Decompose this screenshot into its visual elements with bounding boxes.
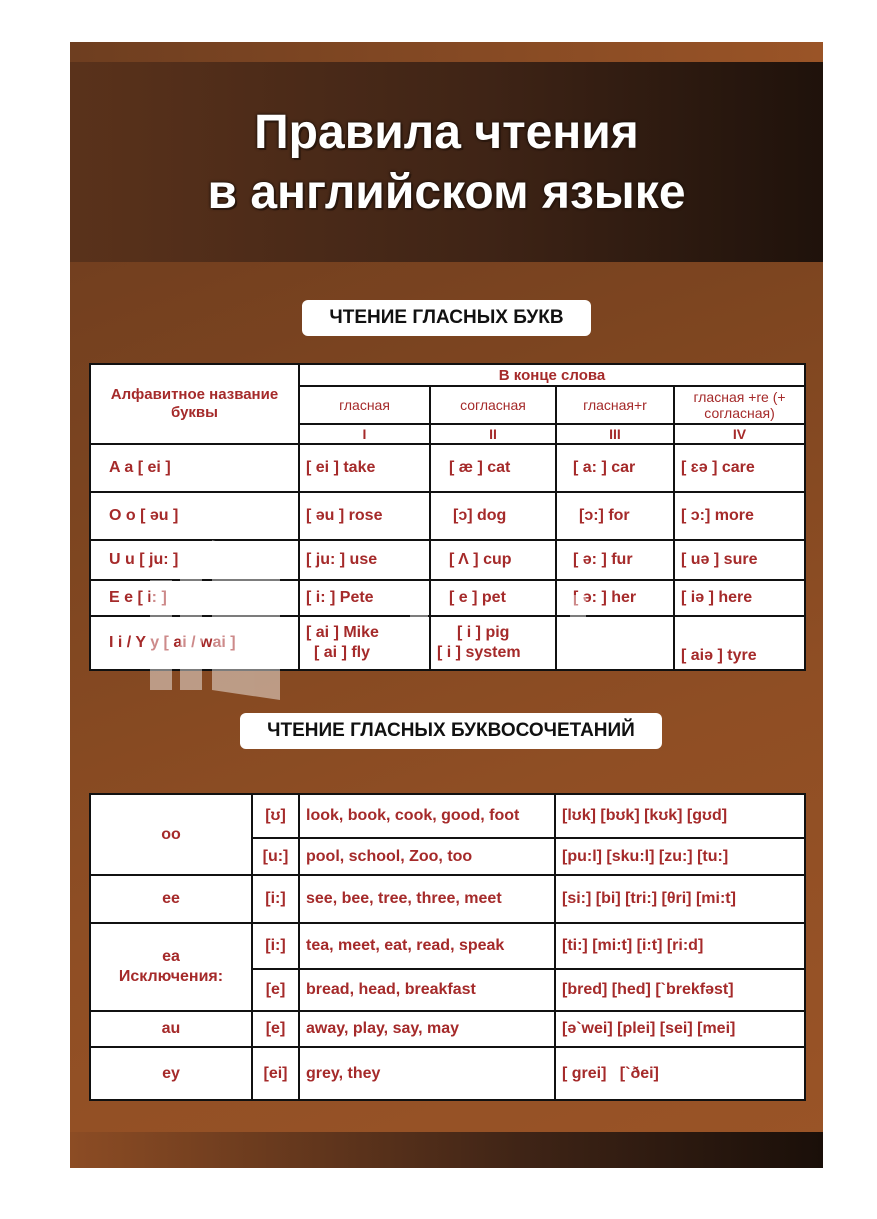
table-row xyxy=(90,540,805,580)
combo-label: ea xyxy=(162,948,180,965)
transcription: [lʊk] [bʊk] [kʊk] [gʊd] xyxy=(555,794,805,838)
combo-ea xyxy=(90,923,252,1011)
sound: [e] xyxy=(252,969,299,1011)
cell: [ a: ] car xyxy=(556,444,674,492)
cell: [ɔ] dog xyxy=(430,492,556,540)
numeral-1: I xyxy=(299,424,430,444)
type-header-consonant: согласная xyxy=(430,386,556,424)
cell: [ e ] pet xyxy=(430,580,556,616)
combos-table xyxy=(89,793,806,1101)
type-header-vowel-r: гласная+r xyxy=(556,386,674,424)
table-row xyxy=(90,1047,805,1100)
combo-oo: oo xyxy=(90,794,252,875)
cell xyxy=(430,616,556,670)
cell: [ ju: ] use xyxy=(299,540,430,580)
table-row xyxy=(90,616,805,670)
cell: [ ə: ] fur xyxy=(556,540,674,580)
words: see, bee, tree, three, meet xyxy=(299,875,555,923)
table-row xyxy=(90,580,805,616)
letter-i-y: I i / Y y [ ai / wai ] xyxy=(90,616,299,670)
table-row xyxy=(90,794,805,838)
table-row xyxy=(90,923,805,969)
words: grey, they xyxy=(299,1047,555,1100)
combo-note: Исключения: xyxy=(118,968,224,985)
numeral-3: III xyxy=(556,424,674,444)
sound: [i:] xyxy=(252,875,299,923)
top-decor-strip xyxy=(70,42,823,62)
cell: [ æ ] cat xyxy=(430,444,556,492)
sound: [ei] xyxy=(252,1047,299,1100)
cell: [ɔ:] for xyxy=(556,492,674,540)
words: tea, meet, eat, read, speak xyxy=(299,923,555,969)
transcription: [si:] [bi] [tri:] [θri] [mi:t] xyxy=(555,875,805,923)
words: bread, head, breakfast xyxy=(299,969,555,1011)
cell: [ əu ] rose xyxy=(299,492,430,540)
sound: [e] xyxy=(252,1011,299,1047)
words: look, book, cook, good, foot xyxy=(299,794,555,838)
cell: [ ei ] take xyxy=(299,444,430,492)
cell-line: [ i ] system xyxy=(437,644,521,661)
cell: [ uə ] sure xyxy=(674,540,805,580)
cell: [ i: ] Pete xyxy=(299,580,430,616)
alphabet-header: Алфавитное название буквы xyxy=(90,364,299,444)
sound: [u:] xyxy=(252,838,299,875)
numeral-2: II xyxy=(430,424,556,444)
type-header-vowel-re: гласная +re (+ согласная) xyxy=(674,386,805,424)
combos-section-label: ЧТЕНИЕ ГЛАСНЫХ БУКВОСОЧЕТАНИЙ xyxy=(240,713,662,749)
numeral-4: IV xyxy=(674,424,805,444)
cell: [ Λ ] cup xyxy=(430,540,556,580)
transcription: [ grei] [`ðei] xyxy=(555,1047,805,1100)
transcription: [ə`wei] [plei] [sei] [mei] xyxy=(555,1011,805,1047)
sound: [i:] xyxy=(252,923,299,969)
title-banner xyxy=(70,62,823,262)
type-header-vowel: гласная xyxy=(299,386,430,424)
cell: [ aiə ] tyre xyxy=(674,616,805,670)
transcription: [bred] [hed] [`brekfəst] xyxy=(555,969,805,1011)
words: away, play, say, may xyxy=(299,1011,555,1047)
page-title-line2: в английском языке xyxy=(207,166,686,219)
cell-line: [ ai ] Mike xyxy=(306,624,379,641)
letter-o: O o [ əu ] xyxy=(90,492,299,540)
table-row xyxy=(90,1011,805,1047)
table-row xyxy=(90,444,805,492)
letter-a: A a [ ei ] xyxy=(90,444,299,492)
combo-ey: ey xyxy=(90,1047,252,1100)
cell-line: [ ai ] fly xyxy=(314,644,371,661)
transcription: [ti:] [mi:t] [i:t] [ri:d] xyxy=(555,923,805,969)
cell: [ ɛə ] care xyxy=(674,444,805,492)
vowels-section-label: ЧТЕНИЕ ГЛАСНЫХ БУКВ xyxy=(302,300,591,336)
page-title-line1: Правила чтения xyxy=(254,106,639,159)
cell: [ ə: ] her xyxy=(556,580,674,616)
vowels-table xyxy=(89,363,806,671)
letter-e: E e [ i: ] xyxy=(90,580,299,616)
cell: [ iə ] here xyxy=(674,580,805,616)
table-row xyxy=(90,492,805,540)
sound: [ʊ] xyxy=(252,794,299,838)
combo-ee: ee xyxy=(90,875,252,923)
cell: [ ɔ:] more xyxy=(674,492,805,540)
letter-u: U u [ ju: ] xyxy=(90,540,299,580)
cell xyxy=(299,616,430,670)
words: pool, school, Zoo, too xyxy=(299,838,555,875)
cell-empty xyxy=(556,616,674,670)
end-of-word-header: В конце слова xyxy=(299,364,805,386)
table-row xyxy=(90,875,805,923)
cell-line: [ i ] pig xyxy=(457,624,510,641)
transcription: [pu:l] [sku:l] [zu:] [tu:] xyxy=(555,838,805,875)
bottom-decor-strip xyxy=(70,1132,823,1168)
combo-au: au xyxy=(90,1011,252,1047)
